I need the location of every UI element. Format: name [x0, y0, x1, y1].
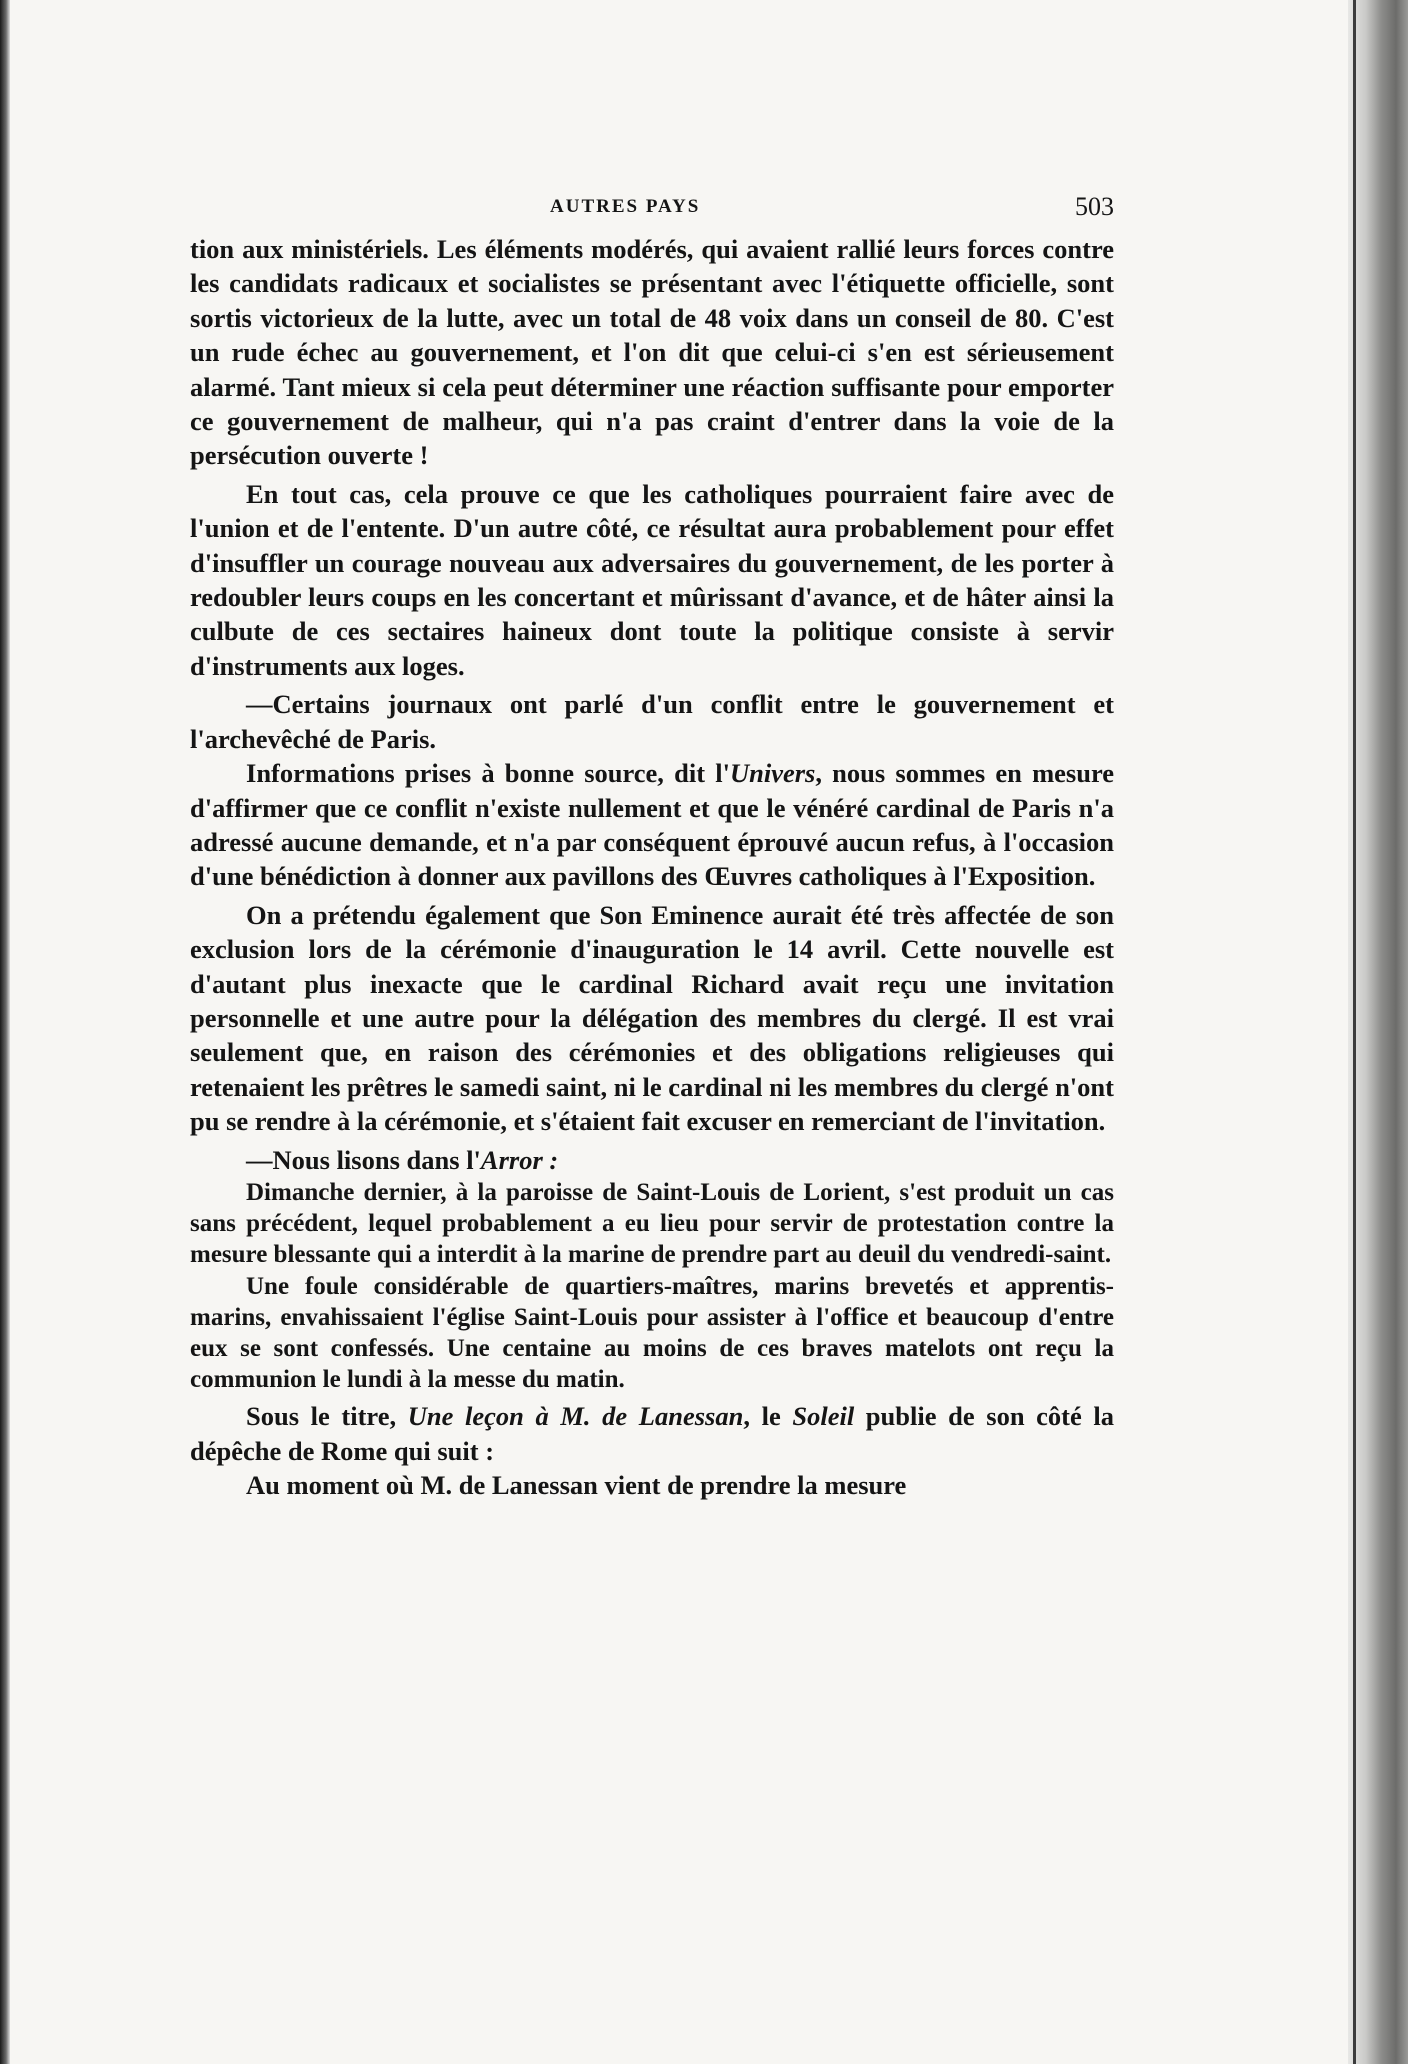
page-content: [190, 192, 1115, 1503]
page-number: 503: [1075, 192, 1114, 221]
soleil-article-title: Une leçon à M. de Lanessan: [407, 1401, 744, 1432]
arror-source: Arror :: [480, 1144, 559, 1175]
paragraph-catholiques: En tout cas, cela prouve ce que les catholiques pourraient faire avec de l'union et de l'entente. D'un autre côté, ce résultat aura probablement pour effet d'insuffler un courage nouveau aux adversaires du gouvernement, de les porter à redoubler leurs coups en les concertant et mûrissant d'avance, et de hâter ainsi la culbute de ces sectaires haineux dont toute la politique consiste à servir d'instruments aux loges.: [190, 478, 1114, 681]
paragraph-ministeriels: tion aux ministériels. Les éléments modérés, qui avaient rallié leurs forces contre les candidats radicaux et socialistes se présentant avec l'étiquette officielle, sont sortis victorieux de la lutte, avec un total de 48 voix dans un conseil de 80. C'est un rude échec au gouvernement, et l'on dit que celui-ci s'en est sérieusement alarmé. Tant mieux si cela peut déterminer une réaction suffisante pour emporter ce gouvernement de malheur, qui n'a pas craint d'entrer dans la voie de la persécution ouverte !: [190, 234, 1114, 471]
paragraph-lanessan: Au moment où M. de Lanessan vient de prendre la mesure: [246, 1470, 907, 1501]
running-head: AUTRES PAYS: [550, 196, 701, 217]
univers-text-after: , nous sommes en mesure d'affirmer que ce conflit n'existe nullement et que le vénéré cardinal de Paris n'a adressé aucune demande, et n'a par conséquent éprouvé aucun refus, à l'occasion d'une bénédiction à donner aux pavillons des Œuvres catholiques à l'Exposition.: [190, 758, 1115, 892]
quote-dimanche: Dimanche dernier, à la paroisse de Saint-Louis de Lorient, s'est produit un cas sans précédent, lequel probablement a eu lieu pour servir de protestation contre la mesure blessante qui a interdit à la marine de prendre part au deuil du vendredi-saint.: [190, 1178, 1114, 1269]
page-left-edge: [0, 0, 10, 2064]
page-header: [190, 192, 1114, 232]
binding-shadow-line: [1353, 0, 1356, 2064]
soleil-text-middle: , le: [743, 1401, 793, 1432]
arror-text-before: —Nous lisons dans l': [246, 1144, 481, 1175]
paragraph-eminence: On a prétendu également que Son Eminence aurait été très affectée de son exclusion lors de la cérémonie d'inauguration le 14 avril. Cette nouvelle est d'autant plus inexacte que le cardinal Richard avait reçu une invitation personnelle et une autre pour la délégation des membres du clergé. Il est vrai seulement que, en raison des cérémonies et des obligations religieuses qui retenaient les prêtres le samedi saint, ni le cardinal ni les membres du clergé n'ont pu se rendre à la cérémonie, et s'étaient fait excuser en remerciant de l'invitation.: [190, 899, 1114, 1137]
paragraph-soleil: [190, 1399, 1114, 1468]
soleil-text-after: publie de son côté la dépêche de Rome qui suit :: [190, 1401, 1115, 1466]
univers-source: Univers: [729, 758, 816, 789]
soleil-text-before: Sous le titre,: [246, 1401, 408, 1432]
soleil-source: Soleil: [792, 1401, 855, 1432]
quote-foule: Une foule considérable de quartiers-maîtres, marins brevetés et apprentis-marins, envahissaient l'église Saint-Louis pour assister à l'office et beaucoup d'entre eux se sont confessés. Une centaine au moins de ces braves matelots ont reçu la communion le lundi à la messe du matin.: [190, 1272, 1114, 1394]
paragraph-informations: [190, 756, 1114, 894]
paragraph-conflit: —Certains journaux ont parlé d'un conflit entre le gouvernement et l'archevêché de Paris.: [190, 689, 1114, 754]
book-binding-edge: [1348, 0, 1408, 2064]
univers-text-before: Informations prises à bonne source, dit l': [246, 758, 730, 789]
paragraph-arror: [190, 1143, 1114, 1177]
